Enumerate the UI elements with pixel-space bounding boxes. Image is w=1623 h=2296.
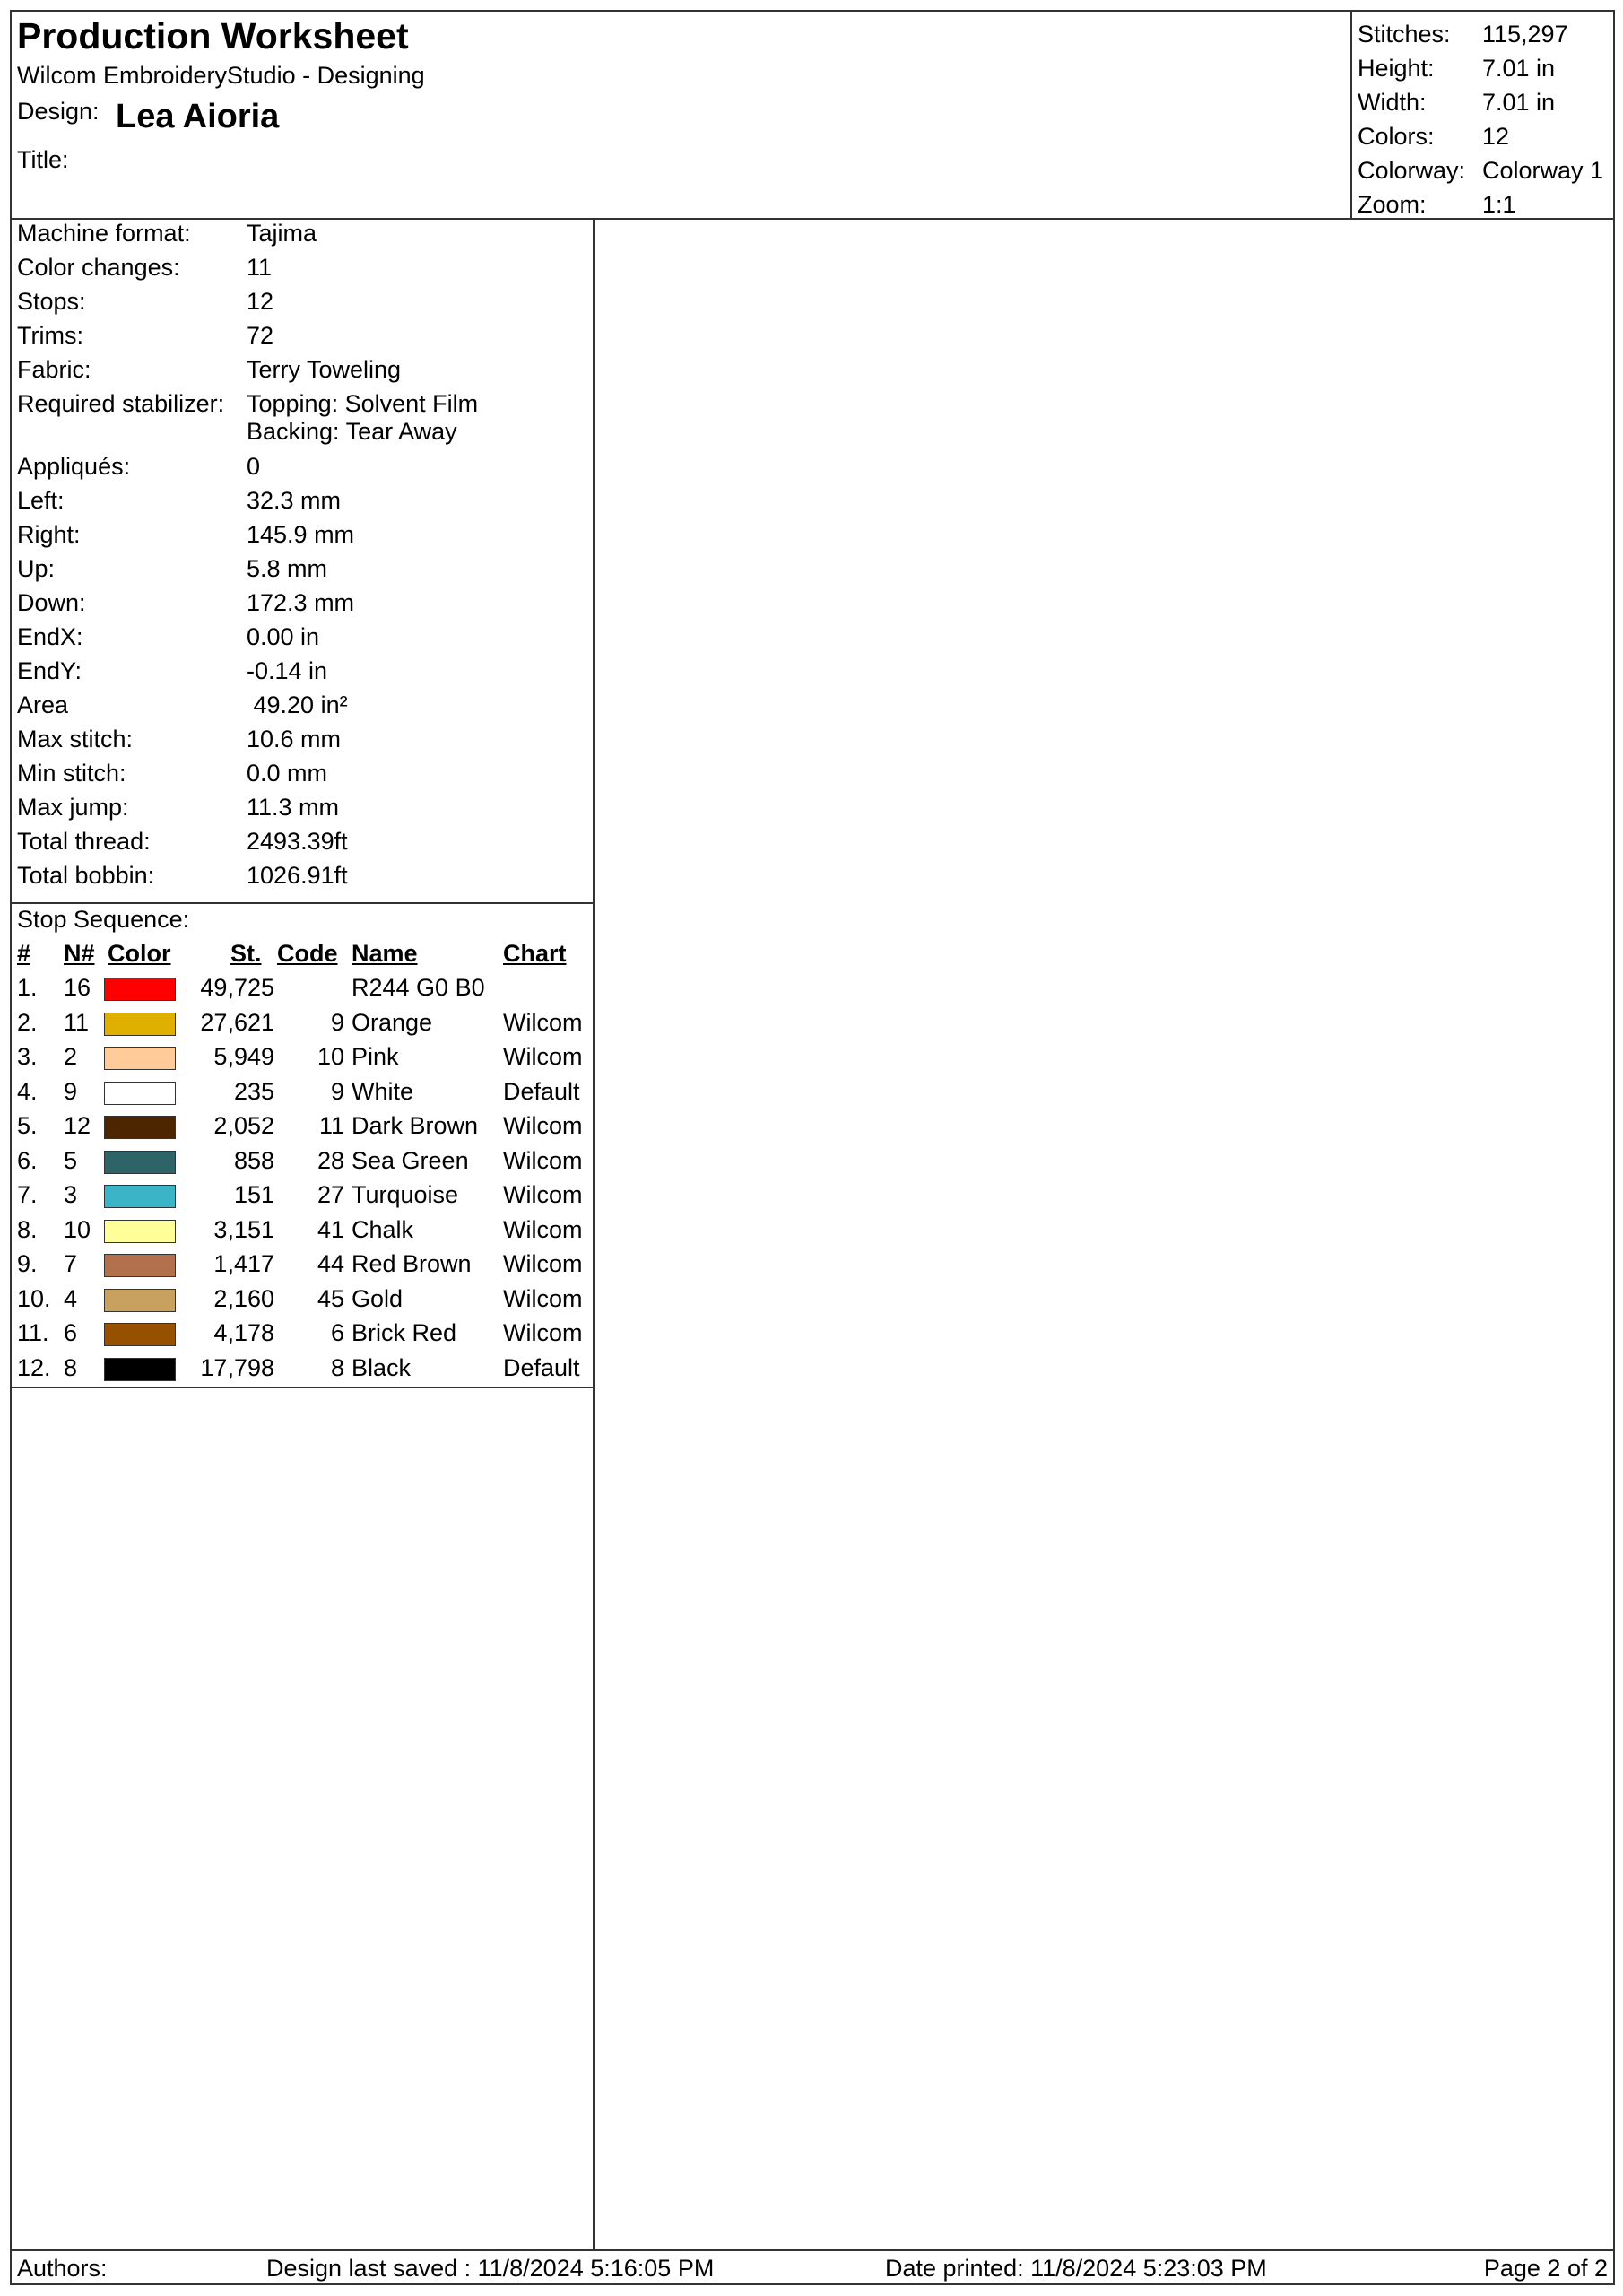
row-needle: 9	[64, 1077, 78, 1105]
row-name: Chalk	[352, 1215, 414, 1243]
col-header-name: Name	[352, 940, 418, 967]
row-stitches: 2,160	[213, 1284, 274, 1312]
table-row	[12, 1181, 593, 1215]
table-row	[12, 974, 593, 1008]
table-row	[12, 1319, 593, 1353]
row-stitches: 151	[233, 1181, 274, 1208]
row-name: R244 G0 B0	[352, 974, 485, 1001]
row-code: 9	[330, 1008, 344, 1036]
row-stitches: 858	[233, 1146, 274, 1174]
row-code: 44	[317, 1250, 344, 1277]
row-chart: Wilcom	[503, 1181, 583, 1208]
table-row	[12, 1147, 593, 1181]
footer-authors: Authors:	[17, 2255, 108, 2282]
row-chart: Wilcom	[503, 1250, 583, 1277]
row-chart: Wilcom	[503, 1215, 583, 1243]
row-name: Pink	[352, 1043, 399, 1070]
header-stats: Stitches: 115,297 Height: 7.01 in Width: 7.01 in Colors: 12 Colorway: Colorway 1 Zoom: 1:1	[1350, 12, 1615, 218]
footer	[12, 2249, 1613, 2285]
row-chart: Wilcom	[503, 1284, 583, 1312]
row-name: Gold	[352, 1284, 404, 1312]
row-needle: 11	[64, 1008, 90, 1036]
row-number: 11.	[17, 1319, 49, 1346]
row-stitches: 235	[233, 1077, 274, 1105]
row-chart: Wilcom	[503, 1146, 583, 1174]
row-needle: 8	[64, 1353, 78, 1381]
row-number: 4.	[17, 1077, 38, 1105]
table-row	[12, 1112, 593, 1146]
col-header-chart: Chart	[503, 940, 567, 967]
row-name: Brick Red	[352, 1319, 457, 1346]
footer-last-saved: Design last saved : 11/8/2024 5:16:05 PM	[266, 2255, 715, 2282]
row-number: 6.	[17, 1146, 38, 1174]
left-column	[12, 218, 595, 2249]
table-row	[12, 1250, 593, 1284]
row-code: 8	[330, 1353, 344, 1381]
color-swatch	[104, 1151, 176, 1174]
color-swatch	[104, 1185, 176, 1208]
row-code: 45	[317, 1284, 344, 1312]
header-left	[12, 12, 1350, 218]
row-chart: Wilcom	[503, 1319, 583, 1346]
row-needle: 6	[64, 1319, 78, 1346]
row-stitches: 2,052	[213, 1112, 274, 1139]
col-header-stitches: St.	[230, 940, 262, 967]
row-needle: 3	[64, 1181, 78, 1208]
worksheet-page	[10, 10, 1615, 2285]
row-number: 2.	[17, 1008, 38, 1036]
row-number: 9.	[17, 1250, 38, 1277]
row-code: 41	[317, 1215, 344, 1243]
row-needle: 10	[64, 1215, 91, 1243]
table-row	[12, 1009, 593, 1043]
row-stitches: 17,798	[200, 1353, 274, 1381]
footer-page-number: Page 2 of 2	[1483, 2255, 1608, 2282]
col-header-num: #	[17, 940, 31, 967]
row-chart: Wilcom	[503, 1008, 583, 1036]
row-name: Red Brown	[352, 1250, 472, 1277]
row-stitches: 49,725	[200, 974, 274, 1001]
row-number: 8.	[17, 1215, 38, 1243]
row-needle: 2	[64, 1043, 78, 1070]
row-needle: 5	[64, 1146, 78, 1174]
color-swatch	[104, 1013, 176, 1036]
table-row	[12, 1078, 593, 1112]
table-row	[12, 1043, 593, 1077]
row-code: 11	[318, 1112, 344, 1139]
row-name: Dark Brown	[352, 1112, 479, 1139]
row-number: 10.	[17, 1284, 51, 1312]
software-subtitle: Wilcom EmbroideryStudio - Designing	[17, 62, 425, 89]
color-swatch	[104, 1116, 176, 1139]
row-code: 27	[317, 1181, 344, 1208]
table-row	[12, 1354, 593, 1388]
row-number: 5.	[17, 1112, 38, 1139]
page-title: Production Worksheet	[17, 15, 409, 57]
row-name: Black	[352, 1353, 412, 1381]
design-info: Machine format: Tajima Color changes: 11 Stops: 12 Trims: 72 Fabric: Terry Toweling Required stabilizer: Topping: Solvent Film Backing: Tear Away Appliqués: 0 Left: 32.3 mm Right: 145.9 mm Up: 5.8 mm Down: 172.3 mm EndX: 0.00 in EndY: -0.14 in Area 49.20 in² Max stitch: 10.6 mm Min stitch: 0.0 mm Max jump: 11.3 mm Total thread: 2493.39ft Total bobbin: 1026.91ft	[12, 218, 593, 904]
row-needle: 12	[64, 1112, 91, 1139]
row-code: 10	[317, 1043, 344, 1070]
row-name: White	[352, 1077, 414, 1105]
color-swatch	[104, 1082, 176, 1105]
header	[12, 12, 1613, 220]
row-needle: 4	[64, 1284, 78, 1312]
row-number: 1.	[17, 974, 38, 1001]
color-swatch	[104, 978, 176, 1001]
row-code: 6	[330, 1319, 344, 1346]
design-label: Design:	[17, 98, 100, 125]
row-name: Orange	[352, 1008, 433, 1036]
row-chart: Default	[503, 1353, 580, 1381]
row-stitches: 5,949	[213, 1043, 274, 1070]
color-swatch	[104, 1254, 176, 1277]
row-number: 7.	[17, 1181, 38, 1208]
table-row	[12, 1216, 593, 1250]
col-header-needle: N#	[64, 940, 95, 967]
color-swatch	[104, 1047, 176, 1070]
color-swatch	[104, 1323, 176, 1346]
design-name: Lea Aioria	[116, 98, 280, 135]
color-swatch	[104, 1358, 176, 1381]
row-stitches: 1,417	[213, 1250, 274, 1277]
row-chart: Wilcom	[503, 1112, 583, 1139]
row-needle: 7	[64, 1250, 78, 1277]
row-needle: 16	[64, 974, 91, 1001]
footer-date-printed: Date printed: 11/8/2024 5:23:03 PM	[885, 2255, 1267, 2282]
stop-sequence	[12, 902, 593, 1388]
row-code: 28	[317, 1146, 344, 1174]
row-name: Sea Green	[352, 1146, 469, 1174]
title-label: Title:	[17, 146, 69, 173]
row-stitches: 4,178	[213, 1319, 274, 1346]
row-code: 9	[330, 1077, 344, 1105]
col-header-color: Color	[108, 940, 171, 967]
row-stitches: 3,151	[213, 1215, 274, 1243]
color-swatch	[104, 1289, 176, 1312]
row-number: 3.	[17, 1043, 38, 1070]
row-stitches: 27,621	[200, 1008, 274, 1036]
stop-sequence-title: Stop Sequence:	[17, 906, 190, 933]
color-swatch	[104, 1220, 176, 1243]
row-chart: Wilcom	[503, 1043, 583, 1070]
row-number: 12.	[17, 1353, 51, 1381]
row-chart: Default	[503, 1077, 580, 1105]
table-row	[12, 1285, 593, 1319]
col-header-code: Code	[277, 940, 338, 967]
row-name: Turquoise	[352, 1181, 459, 1208]
